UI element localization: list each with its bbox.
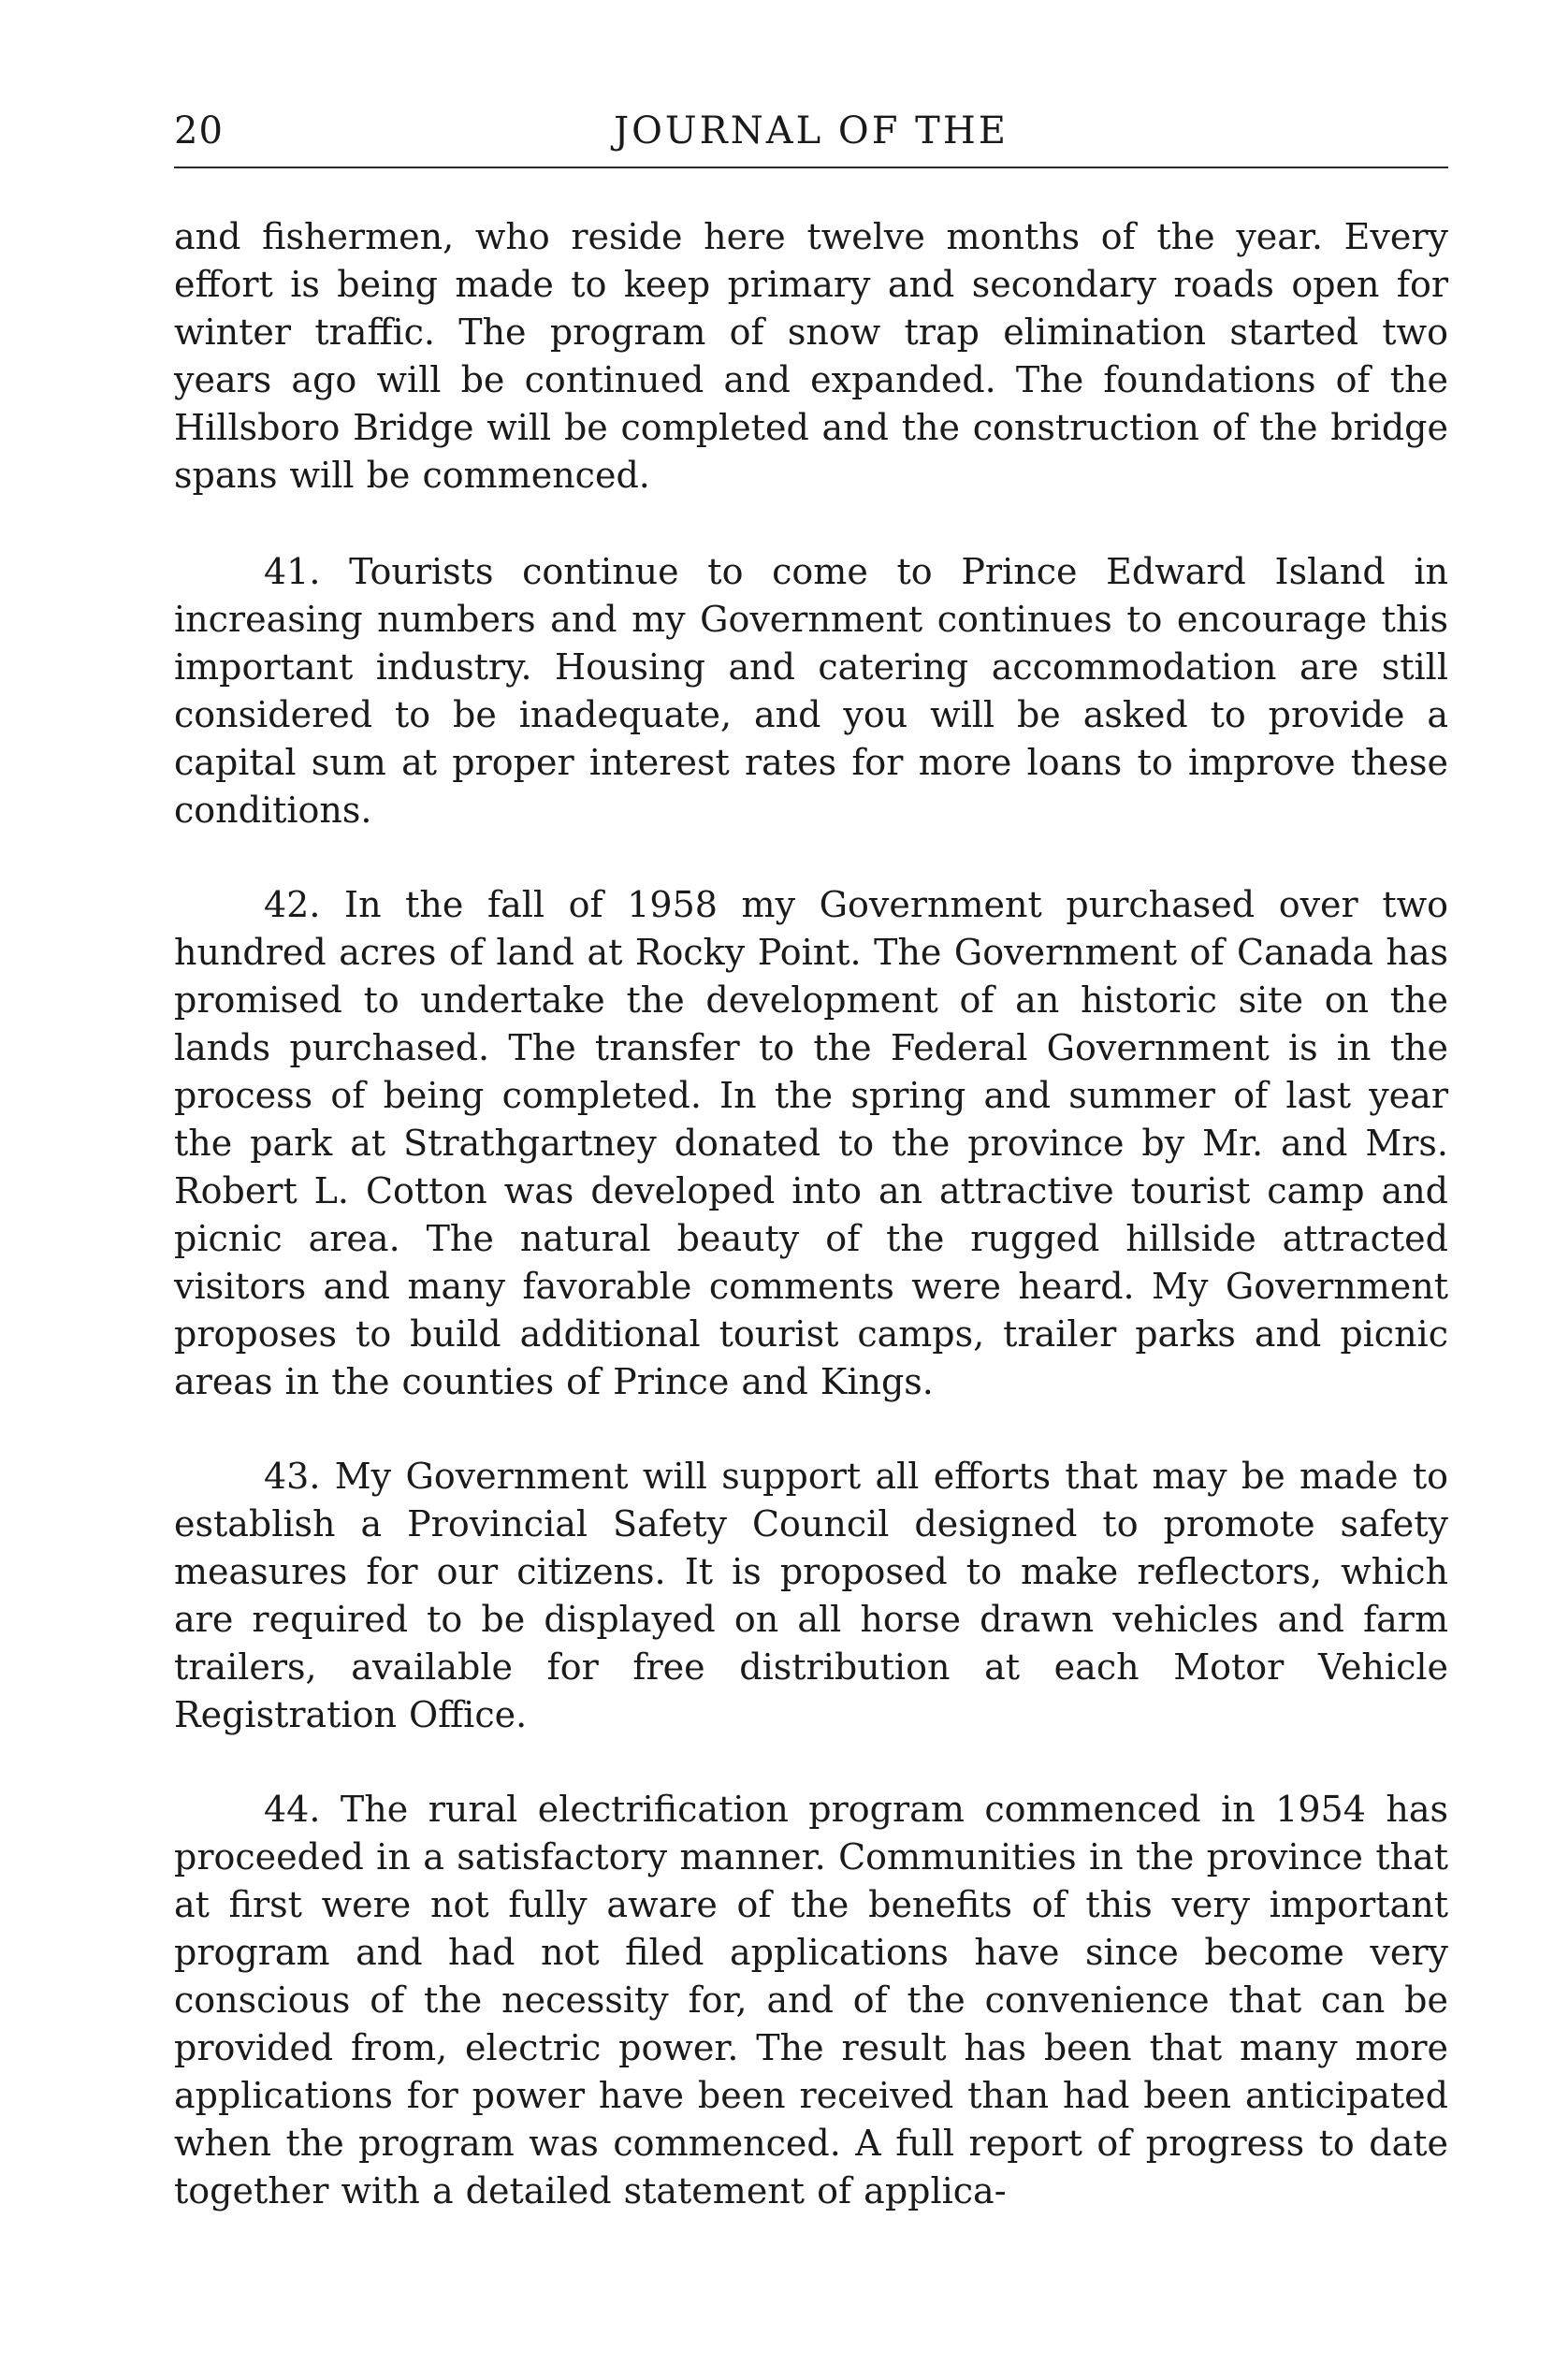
- running-title: JOURNAL OF THE: [614, 109, 1009, 152]
- paragraph-44: 44. The rural electrification program commenced in 1954 has proceeded in a satisfactory manner. Communities in the province that at first were not fully aware of the benefits of this very important program and had not filed applications have since become very conscious of the necessity for, and of the convenience that can be provided from, electric power. The result has been that many more applications for power have been received than had been anticipated when the program was commenced. A full report of progress to date together with a detailed statement of applica-: [174, 1789, 1448, 2211]
- paragraph-continued: and fishermen, who reside here twelve months of the year. Every effort is being made to keep primary and secondary roads open for winter traffic. The program of snow trap elimination started two years ago will be continued and expanded. The foundations of the Hillsboro Bridge will be completed and the construction of the bridge spans will be commenced.: [174, 216, 1448, 496]
- page-header: [174, 101, 1448, 161]
- paragraph-41: 41. Tourists continue to come to Prince Edward Island in increasing numbers and my Government continues to encourage this important industry. Housing and catering accommodation are still considered to be inadequate, and you will be asked to provide a capital sum at proper interest rates for more loans to improve these conditions.: [174, 551, 1448, 831]
- page-number: 20: [174, 109, 224, 152]
- header-rule: [174, 167, 1448, 168]
- body-text: [174, 213, 1448, 2262]
- paragraph-42: 42. In the fall of 1958 my Government purchased over two hundred acres of land at Rocky Point. The Government of Canada has promised to undertake the development of an historic site on the lands purchased. The transfer to the Federal Government is in the process of being completed. In the spring and summer of last year the park at Strathgartney donated to the province by Mr. and Mrs. Robert L. Cotton was developed into an attractive tourist camp and picnic area. The natural beauty of the rugged hillside attracted visitors and many favorable comments were heard. My Government proposes to build additional tourist camps, trailer parks and picnic areas in the counties of Prince and Kings.: [174, 884, 1448, 1402]
- paragraph-43: 43. My Government will support all efforts that may be made to establish a Provincial Safety Council designed to promote safety measures for our citizens. It is proposed to make reflectors, which are required to be displayed on all horse drawn vehicles and farm trailers, available for free distribution at each Motor Vehicle Registration Office.: [174, 1456, 1448, 1735]
